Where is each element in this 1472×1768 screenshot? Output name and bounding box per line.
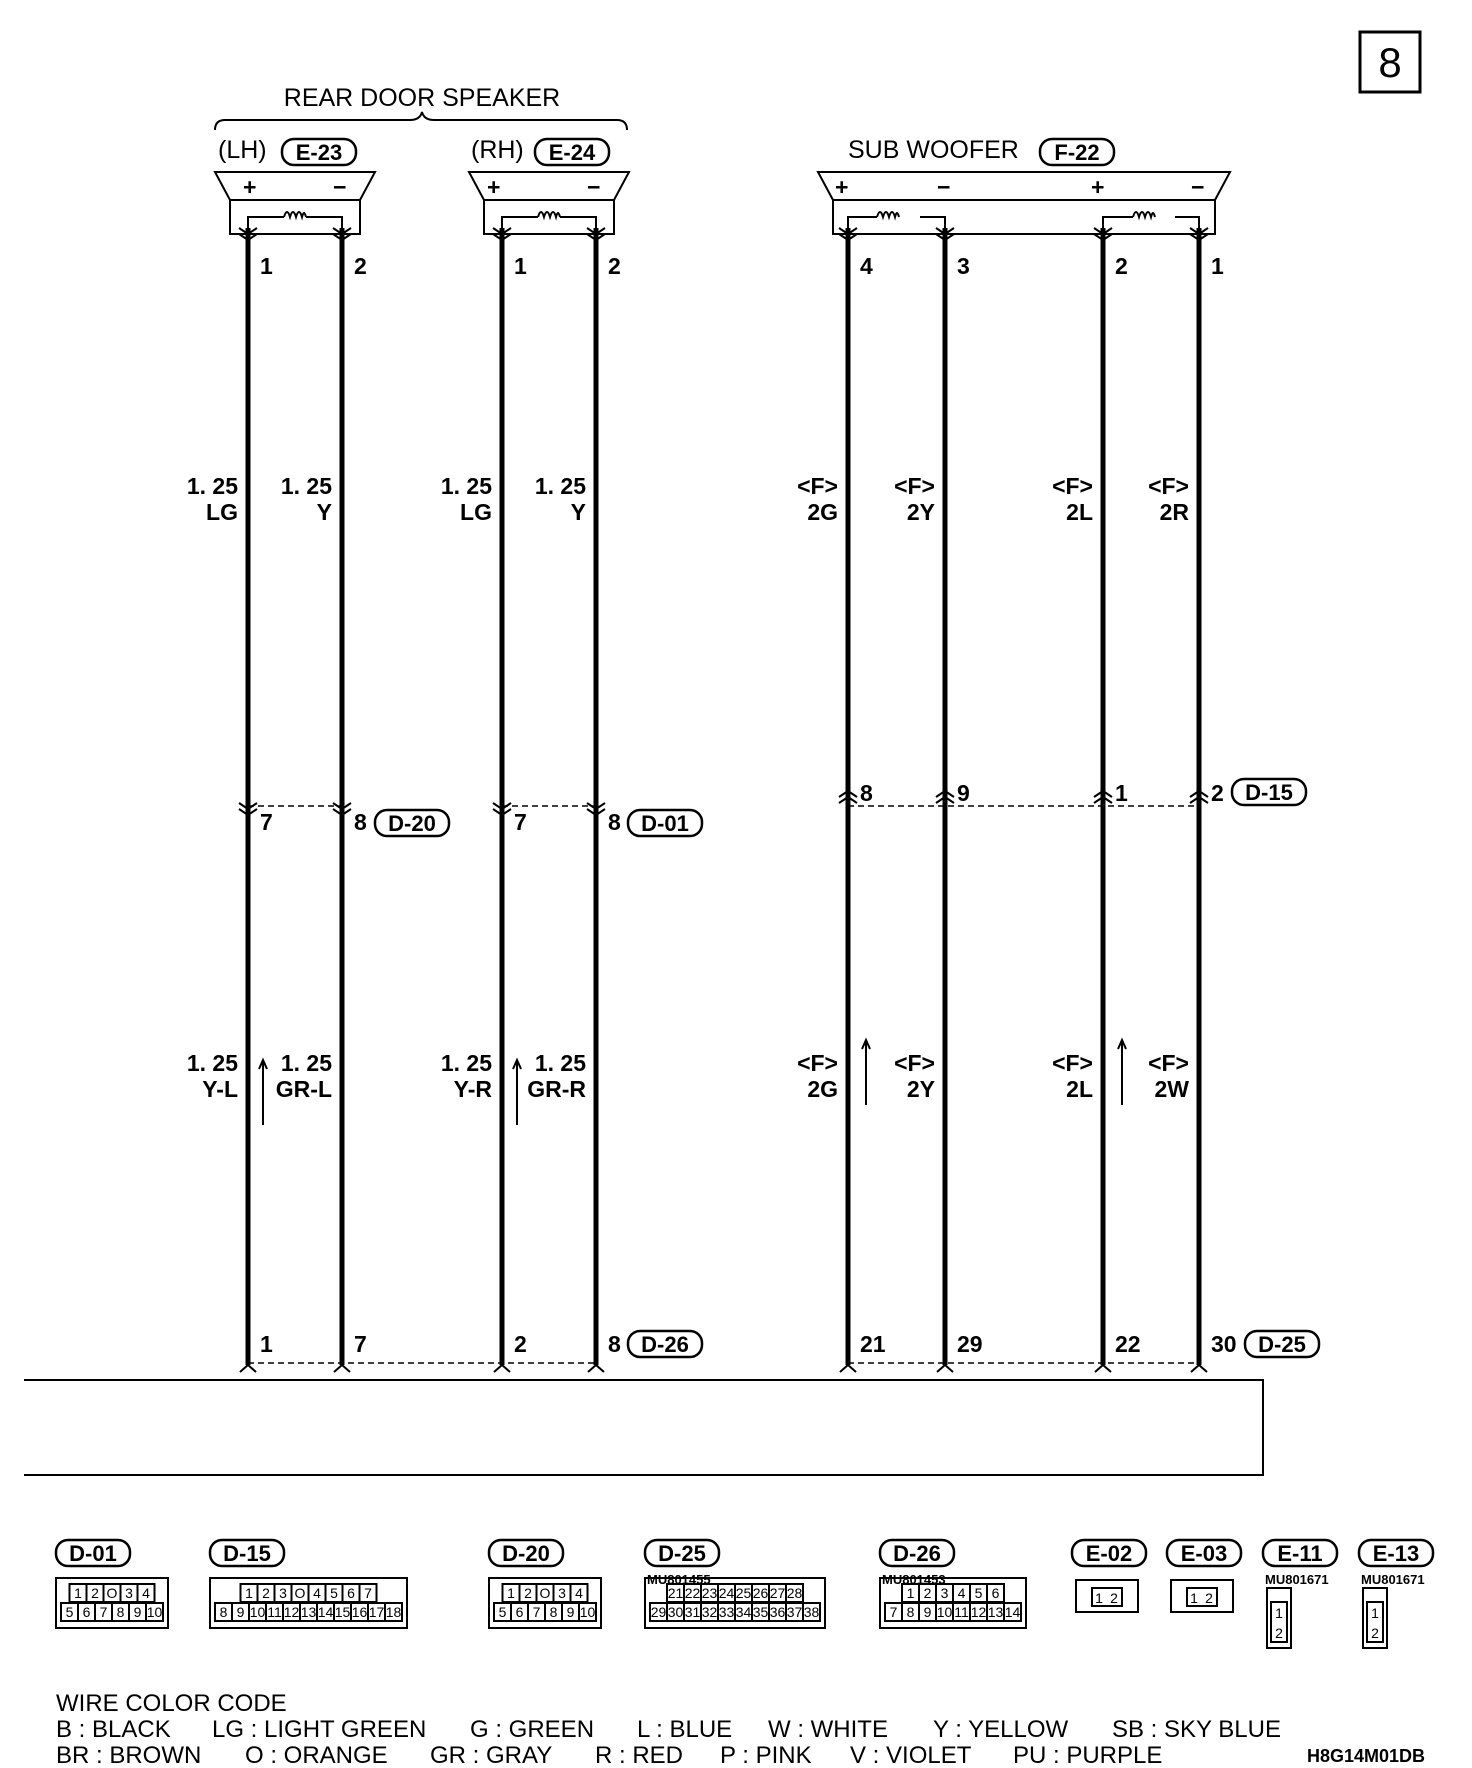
legend-connector-id: E-03 [1180,1541,1228,1566]
legend-pin: 17 [368,1604,385,1620]
direction-arrow [513,1060,521,1125]
sub-woofer-title: SUB WOOFER [848,136,1019,164]
diagram-code: H8G14M01DB [1306,1746,1425,1766]
legend-part-number: MU801671 [1361,1572,1425,1587]
color-code-entry: V : VIOLET [850,1742,972,1768]
bottom-pin-label: 29 [957,1331,983,1357]
legend-pin: 3 [125,1585,133,1601]
direction-arrow [862,1040,870,1105]
bottom-pin-label: 21 [860,1331,886,1357]
sw-plus-sign-b: + [1091,174,1105,200]
top-pin-label: 1 [514,253,527,279]
bottom-terminal-mark [937,1365,953,1372]
top-pin-label: 1 [1211,253,1224,279]
legend-pin: 18 [385,1604,402,1620]
lower-wire-size: 1. 25 [440,1050,492,1076]
mid-connector-d01: D-01 [641,811,689,836]
rh-speaker-symbol [469,172,629,234]
legend-pin: 1 [1190,1590,1198,1606]
direction-arrow [1118,1040,1126,1105]
wire-2 [276,228,367,1372]
legend-pin: 10 [936,1604,953,1620]
upper-wire-size: <F> [894,473,935,499]
legend-pin: 2 [1371,1625,1379,1641]
lower-wire-color: GR-L [275,1076,332,1102]
legend-pin: 2 [1275,1625,1283,1641]
upper-wire-color: 2G [807,499,838,525]
legend-pin: 21 [667,1585,684,1601]
rear-door-speaker-title: REAR DOOR SPEAKER [283,84,561,112]
top-pin-label: 1 [260,253,273,279]
legend-pin: 33 [718,1604,735,1620]
legend-connector-d-25 [645,1540,825,1628]
unit-box [24,1380,1263,1475]
legend-pin: 1 [1095,1590,1103,1606]
legend-pin: 27 [769,1585,786,1601]
color-code-entry: SB : SKY BLUE [1112,1716,1281,1743]
wire-8 [1148,228,1237,1372]
legend-pin: 5 [65,1604,74,1620]
legend-pin: 4 [142,1585,150,1601]
legend-pin: 14 [1004,1604,1021,1620]
color-code-entry: LG : LIGHT GREEN [212,1716,427,1743]
mid-pin-label: 8 [354,809,367,835]
legend-connector-e-11 [1263,1540,1337,1648]
rh-side-label: (RH) [471,136,524,164]
legend-part-number: MU801671 [1265,1572,1329,1587]
legend-pin: 12 [970,1604,987,1620]
color-code-entry: PU : PURPLE [1013,1742,1163,1768]
upper-wire-size: <F> [797,473,838,499]
legend-pin: 2 [923,1585,932,1601]
legend-pin: 23 [701,1585,718,1601]
legend-pin: 7 [532,1604,541,1620]
legend-pin: 32 [701,1604,718,1620]
legend-pin: 3 [558,1585,566,1601]
rh-connector-label: E-24 [548,140,596,165]
upper-wire-color: Y [316,499,332,525]
legend-connector-id: D-20 [502,1541,550,1566]
legend-pin: 5 [498,1604,507,1620]
legend-pin: 30 [667,1604,684,1620]
legend-pin: 11 [954,1604,969,1620]
bottom-terminal-mark [840,1365,856,1372]
legend-connector-d-26 [880,1540,1026,1628]
legend-connector-id: E-11 [1277,1541,1323,1566]
legend-pin: 13 [987,1604,1004,1620]
legend-pin: 38 [803,1604,820,1620]
lower-wire-color: Y-L [202,1076,238,1102]
legend-pin: 4 [957,1585,966,1601]
wire-1 [187,228,273,1372]
legend-pin: 1 [906,1585,915,1601]
rear-door-speaker-brace [215,112,627,130]
legend-connector-d-01 [56,1540,168,1628]
legend-pin: 28 [786,1585,803,1601]
legend-connector-id: D-15 [223,1541,271,1566]
legend-pin: 24 [718,1585,735,1601]
mid-pin-label: 9 [957,780,970,806]
legend-connector-id: E-02 [1085,1541,1133,1566]
legend-connector-e-02 [1072,1540,1146,1612]
lower-wire-size: 1. 25 [280,1050,332,1076]
legend-pin: O [106,1585,118,1601]
sw-minus-sign-b: − [1191,174,1205,200]
wire-3 [441,228,527,1372]
legend-pin: 2 [262,1585,270,1601]
legend-pin: 34 [735,1604,752,1620]
legend-pin: 6 [515,1604,524,1620]
bottom-pin-label: 2 [514,1331,527,1357]
legend-pin: 12 [283,1604,300,1620]
legend-pin: 8 [906,1604,915,1620]
lower-wire-color: 2W [1154,1076,1189,1102]
top-pin-label: 4 [860,253,873,279]
lower-wire-size: <F> [1148,1050,1189,1076]
legend-connector-id: D-25 [658,1541,706,1566]
legend-pin: 31 [684,1604,701,1620]
rh-plus-sign: + [487,174,501,200]
lower-wire-color: Y-R [453,1076,492,1102]
legend-pin: 1 [74,1585,82,1601]
top-pin-label: 2 [354,253,367,279]
bottom-pin-label: 30 [1211,1331,1237,1357]
legend-pin: 14 [317,1604,334,1620]
color-code-entry: BR : BROWN [56,1742,202,1768]
mid-connector-d15: D-15 [1245,780,1293,805]
legend-part-number: MU801453 [882,1572,946,1587]
legend-pin: 8 [219,1604,228,1620]
top-pin-label: 2 [1115,253,1128,279]
lh-plus-sign: + [243,174,257,200]
mid-connector-d20: D-20 [388,811,436,836]
legend-connector-id: D-26 [893,1541,941,1566]
color-code-entry: W : WHITE [768,1716,888,1743]
upper-wire-size: 1. 25 [440,473,492,499]
upper-wire-color: Y [570,499,586,525]
legend-pin: O [539,1585,551,1601]
legend-pin: 7 [889,1604,898,1620]
lower-wire-size: 1. 25 [534,1050,586,1076]
legend-pin: 7 [99,1604,108,1620]
color-code-entry: L : BLUE [637,1716,733,1743]
top-pin-label: 3 [957,253,970,279]
legend-pin: 26 [752,1585,769,1601]
lower-wire-size: <F> [894,1050,935,1076]
color-code-entry: GR : GRAY [430,1742,553,1768]
legend-pin: 3 [279,1585,287,1601]
legend-pin: 29 [650,1604,667,1620]
legend-pin: 35 [752,1604,769,1620]
legend-connector-id: E-13 [1372,1541,1420,1566]
legend-pin: 9 [236,1604,245,1620]
upper-wire-size: <F> [1148,473,1189,499]
color-code-entry: G : GREEN [470,1716,595,1743]
wire-4 [527,228,621,1372]
legend-pin: 25 [735,1585,752,1601]
legend-pin: 10 [579,1604,596,1620]
legend-pin: 10 [146,1604,163,1620]
legend-pin: 9 [133,1604,142,1620]
legend-pin: 1 [1371,1605,1379,1621]
legend-connector-d-20 [489,1540,601,1628]
sw-minus-sign-a: − [937,174,951,200]
legend-pin: 2 [91,1585,99,1601]
legend-pin: 6 [347,1585,355,1601]
legend-pin: 11 [267,1604,282,1620]
mid-pin-label: 7 [260,809,273,835]
legend-connector-id: D-01 [69,1541,117,1566]
direction-arrow [259,1060,267,1125]
lh-side-label: (LH) [218,136,267,164]
legend-pin: 3 [940,1585,949,1601]
upper-wire-size: 1. 25 [186,473,238,499]
bottom-terminal-mark [494,1365,510,1372]
wire-color-code-title: WIRE COLOR CODE [56,1690,287,1717]
legend-pin: 5 [974,1585,983,1601]
legend-pin: 6 [991,1585,1000,1601]
legend-pin: 7 [364,1585,372,1601]
bottom-terminal-mark [1095,1365,1111,1372]
wire-6 [894,228,983,1372]
sub-woofer-connector-label: F-22 [1054,140,1100,165]
wire-color-code [56,1716,1281,1768]
bottom-connector-d26: D-26 [641,1332,689,1357]
color-code-entry: B : BLACK [56,1716,171,1743]
lh-connector-label: E-23 [295,140,343,165]
legend-pin: 1 [1275,1605,1283,1621]
lh-minus-sign: − [333,174,347,200]
bottom-terminal-mark [240,1365,256,1372]
legend-pin: 16 [351,1604,368,1620]
bottom-pin-label: 7 [354,1331,367,1357]
lower-wire-color: 2L [1066,1076,1093,1102]
wire-7 [1052,228,1141,1372]
bottom-pin-label: 1 [260,1331,273,1357]
legend-pin: 8 [116,1604,125,1620]
color-code-entry: Y : YELLOW [933,1716,1069,1743]
color-code-entry: R : RED [595,1742,684,1768]
legend-part-number: MU801455 [647,1572,711,1587]
legend-pin: 4 [313,1585,321,1601]
mid-pin-label: 1 [1115,780,1128,806]
legend-pin: 2 [524,1585,532,1601]
legend-pin: 37 [786,1604,803,1620]
legend-pin: 13 [300,1604,317,1620]
upper-wire-size: 1. 25 [280,473,332,499]
color-code-entry: O : ORANGE [245,1742,388,1768]
legend-pin: 15 [334,1604,351,1620]
rh-minus-sign: − [587,174,601,200]
lower-wire-color: 2Y [906,1076,935,1102]
legend-pin: O [294,1585,306,1601]
upper-wire-color: 2Y [906,499,935,525]
color-code-entry: P : PINK [720,1742,812,1768]
upper-wire-color: 2R [1159,499,1189,525]
bottom-terminal-mark [588,1365,604,1372]
legend-pin: 2 [1205,1590,1213,1606]
upper-wire-size: 1. 25 [534,473,586,499]
bottom-terminal-mark [1191,1365,1207,1372]
lower-wire-size: <F> [797,1050,838,1076]
upper-wire-color: LG [460,499,492,525]
legend-pin: 10 [249,1604,266,1620]
bottom-pin-label: 22 [1115,1331,1141,1357]
lower-wire-color: 2G [807,1076,838,1102]
mid-pin-label: 8 [608,809,621,835]
top-pin-label: 2 [608,253,621,279]
legend-pin: 9 [923,1604,932,1620]
wire-5 [797,228,886,1372]
connector-legend [56,1540,1433,1648]
legend-pin: 2 [1110,1590,1118,1606]
sub-woofer-symbol [818,172,1230,234]
bottom-terminal-mark [334,1365,350,1372]
wire-group [187,228,1237,1372]
mid-pin-label: 8 [860,780,873,806]
upper-wire-color: LG [206,499,238,525]
legend-pin: 4 [575,1585,583,1601]
lower-wire-size: 1. 25 [186,1050,238,1076]
legend-pin: 6 [82,1604,91,1620]
lower-wire-size: <F> [1052,1050,1093,1076]
legend-connector-e-13 [1359,1540,1433,1648]
bottom-connector-d25: D-25 [1258,1332,1306,1357]
legend-pin: 9 [566,1604,575,1620]
legend-pin: 1 [507,1585,515,1601]
legend-pin: 5 [330,1585,338,1601]
sw-plus-sign-a: + [835,174,849,200]
legend-pin: 8 [549,1604,558,1620]
mid-pin-label: 7 [514,809,527,835]
mid-pin-label: 2 [1211,780,1224,806]
legend-connector-d-15 [210,1540,407,1628]
page-number: 8 [1378,39,1402,86]
legend-pin: 1 [245,1585,253,1601]
legend-connector-e-03 [1167,1540,1241,1612]
legend-pin: 36 [769,1604,786,1620]
upper-wire-color: 2L [1066,499,1093,525]
lower-wire-color: GR-R [527,1076,586,1102]
bottom-pin-label: 8 [608,1331,621,1357]
lh-speaker-symbol [215,172,375,234]
legend-pin: 22 [684,1585,701,1601]
upper-wire-size: <F> [1052,473,1093,499]
